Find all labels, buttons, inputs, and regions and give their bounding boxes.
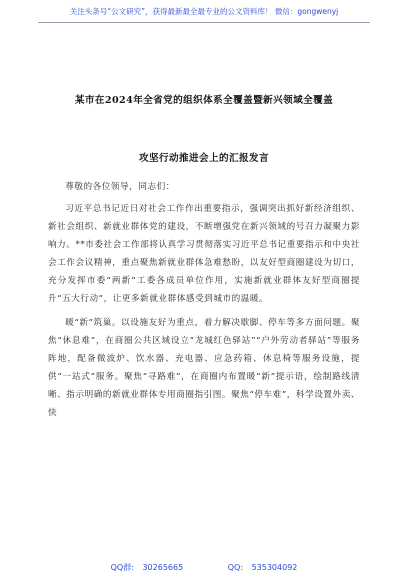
footer-qq-group: QQ群: 30265665 — [110, 563, 184, 572]
paragraph-2: 暖“新”筑巢。以设施友好为重点，着力解决歇脚、停车等多方面问题。聚焦“休息难”，在商圈公共区域设立“龙城红色驿站”“户外劳动者驿站”等服务阵地，配备微波炉、饮水器、充电器、应急药箱、休息椅等服务设施，提供“一站式”服务。聚焦“寻路难”，在商圈内布置暖“新”提示语，绘制路线清晰、指示明确的新就业群体专用商圈指引图。聚焦“停车难”，科学设置外卖、快 — [48, 318, 360, 418]
greeting: 尊敬的各位领导，同志们： — [65, 182, 175, 192]
paragraph-1: 习近平总书记近日对社会工作作出重要指示，强调突出抓好新经济组织、新社会组织、新就业群体党的建设，不断增强党在新兴领域的号召力凝聚力影响力。**市委社会工作部将认真学习贯彻落实习近平总书记重要指示和中央社会工作会议精神，重点聚焦新就业群体急难愁盼，以友好型商圈建设为切口，充分发挥市委“两新”工委各成员单位作用，实施新就业群体友好型商圈提升“五大行动”，让更多新就业群体感受到城市的温暖。 — [48, 204, 360, 304]
document-title-line-2: 攻坚行动推进会上的汇报发言 — [139, 153, 269, 164]
document-body — [48, 178, 360, 422]
header-divider — [38, 22, 370, 23]
header-promo: 关注头条号“公文研究”，获得最新最全最专业的公文资料库！ 微信：gongwenyj — [69, 7, 339, 16]
document-title-line-1: 某市在2024年全省党的组织体系全覆盖暨新兴领域全覆盖 — [74, 95, 334, 106]
footer-contact — [0, 562, 408, 573]
footer-qq: QQ: 535304092 — [227, 563, 298, 572]
